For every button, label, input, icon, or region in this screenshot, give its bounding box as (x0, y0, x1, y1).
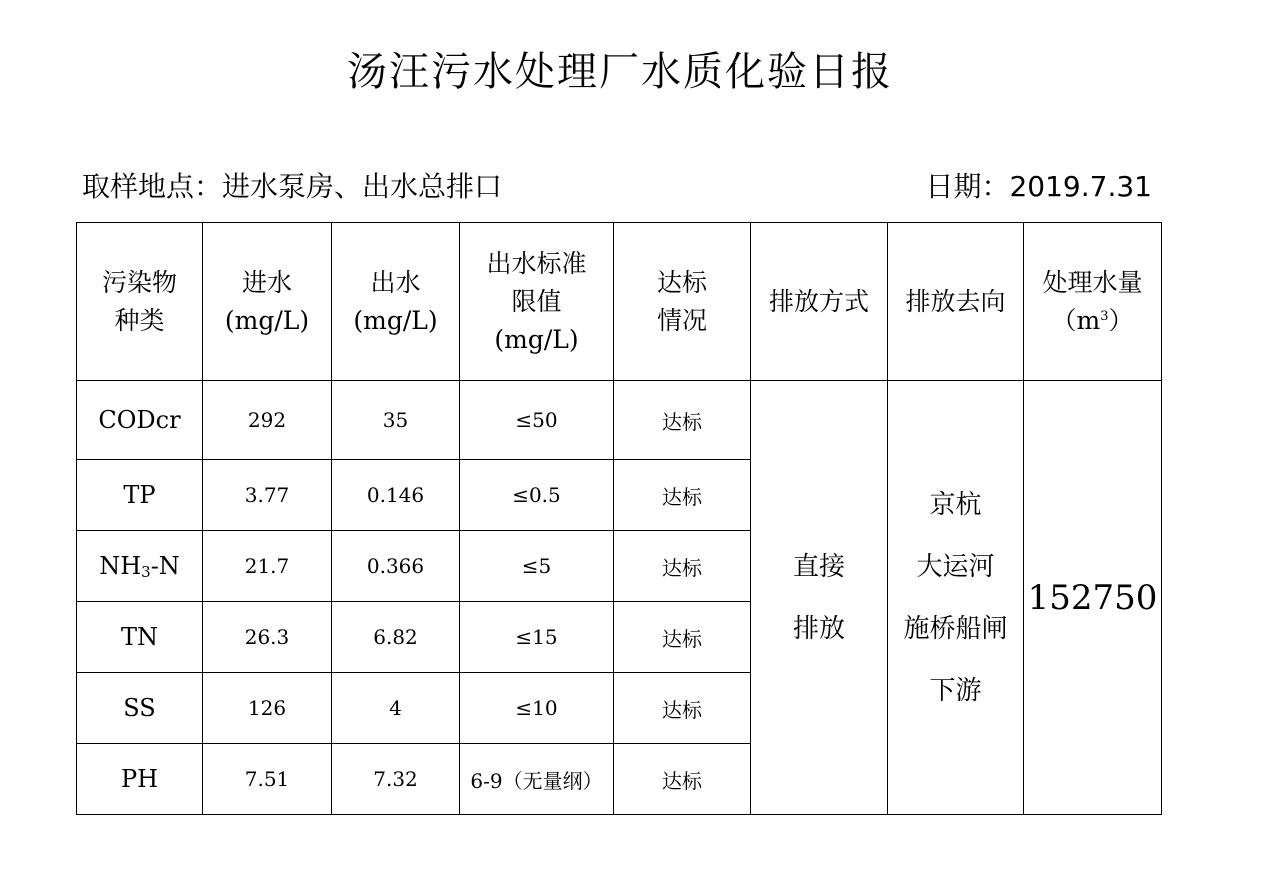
outflow-cell: 0.146 (332, 460, 460, 531)
header-compliance-line-2: 情况 (656, 305, 707, 335)
header-inflow-line-2: (mg/L) (224, 305, 310, 335)
outflow-cell: 6.82 (332, 602, 460, 673)
unit-close: ） (1108, 305, 1134, 335)
pollutant-cell: CODcr (77, 381, 203, 460)
inflow-cell: 7.51 (203, 744, 332, 815)
unit-superscript: 3 (1100, 308, 1109, 324)
header-treated-volume-label: 处理水量 (1042, 267, 1143, 297)
status-cell: 达标 (614, 673, 751, 744)
status-cell: 达标 (614, 531, 751, 602)
discharge-method-line-1: 直接 (792, 551, 845, 582)
header-outflow (332, 223, 460, 381)
status-cell: 达标 (614, 744, 751, 815)
sampling-location: 取样地点：进水泵房、出水总排口 (82, 170, 503, 203)
header-discharge-destination: 排放去向 (888, 223, 1024, 381)
limit-cell: ≤5 (460, 531, 614, 602)
water-quality-table (76, 222, 1162, 815)
limit-cell: ≤50 (460, 381, 614, 460)
header-outflow-line-2: (mg/L) (353, 305, 438, 335)
status-cell: 达标 (614, 602, 751, 673)
header-outflow-line-1: 出水 (370, 267, 421, 297)
inflow-cell: 292 (203, 381, 332, 460)
limit-cell: ≤15 (460, 602, 614, 673)
discharge-method-cell (751, 381, 888, 815)
header-treated-volume-unit (1024, 302, 1161, 340)
pollutant-base: NH (99, 551, 142, 580)
header-limit (460, 223, 614, 381)
inflow-cell: 26.3 (203, 602, 332, 673)
status-cell: 达标 (614, 460, 751, 531)
inflow-cell: 3.77 (203, 460, 332, 531)
pollutant-subscript: 3 (141, 562, 151, 581)
table-header-row (77, 223, 1162, 381)
unit-open: （m (1051, 305, 1101, 335)
report-title: 汤汪污水处理厂水质化验日报 (347, 49, 893, 95)
header-compliance (614, 223, 751, 381)
discharge-destination-cell (888, 381, 1024, 815)
pollutant-cell: TP (77, 460, 203, 531)
discharge-method-line-2: 排放 (792, 613, 845, 644)
discharge-destination-line-3: 施桥船闸 (903, 613, 1008, 644)
header-pollutant (77, 223, 203, 381)
header-limit-line-2: 限值 (511, 286, 562, 316)
discharge-destination-line-2: 大运河 (916, 551, 995, 582)
pollutant-cell (77, 531, 203, 602)
header-pollutant-line-1: 污染物 (101, 267, 177, 297)
pollutant-cell: TN (77, 602, 203, 673)
header-treated-volume (1024, 223, 1162, 381)
header-inflow-line-1: 进水 (241, 267, 292, 297)
limit-cell: 6-9（无量纲） (460, 744, 614, 815)
discharge-destination-line-4: 下游 (929, 675, 982, 706)
header-limit-line-3: (mg/L) (494, 324, 579, 354)
status-cell: 达标 (614, 381, 751, 460)
inflow-cell: 126 (203, 673, 332, 744)
inflow-cell: 21.7 (203, 531, 332, 602)
header-discharge-method: 排放方式 (751, 223, 888, 381)
outflow-cell: 35 (332, 381, 460, 460)
header-pollutant-line-2: 种类 (114, 305, 165, 335)
header-limit-line-1: 出水标准 (486, 248, 587, 278)
pollutant-tail: -N (150, 551, 180, 580)
outflow-cell: 0.366 (332, 531, 460, 602)
pollutant-cell: SS (77, 673, 203, 744)
limit-cell: ≤0.5 (460, 460, 614, 531)
outflow-cell: 4 (332, 673, 460, 744)
header-compliance-line-1: 达标 (656, 267, 707, 297)
discharge-destination-line-1: 京杭 (929, 489, 982, 520)
outflow-cell: 7.32 (332, 744, 460, 815)
pollutant-cell: PH (77, 744, 203, 815)
header-inflow (203, 223, 332, 381)
limit-cell: ≤10 (460, 673, 614, 744)
treated-volume-cell: 152750 (1024, 381, 1162, 815)
table-row (77, 381, 1162, 460)
report-date: 日期：2019.7.31 (925, 170, 1152, 203)
